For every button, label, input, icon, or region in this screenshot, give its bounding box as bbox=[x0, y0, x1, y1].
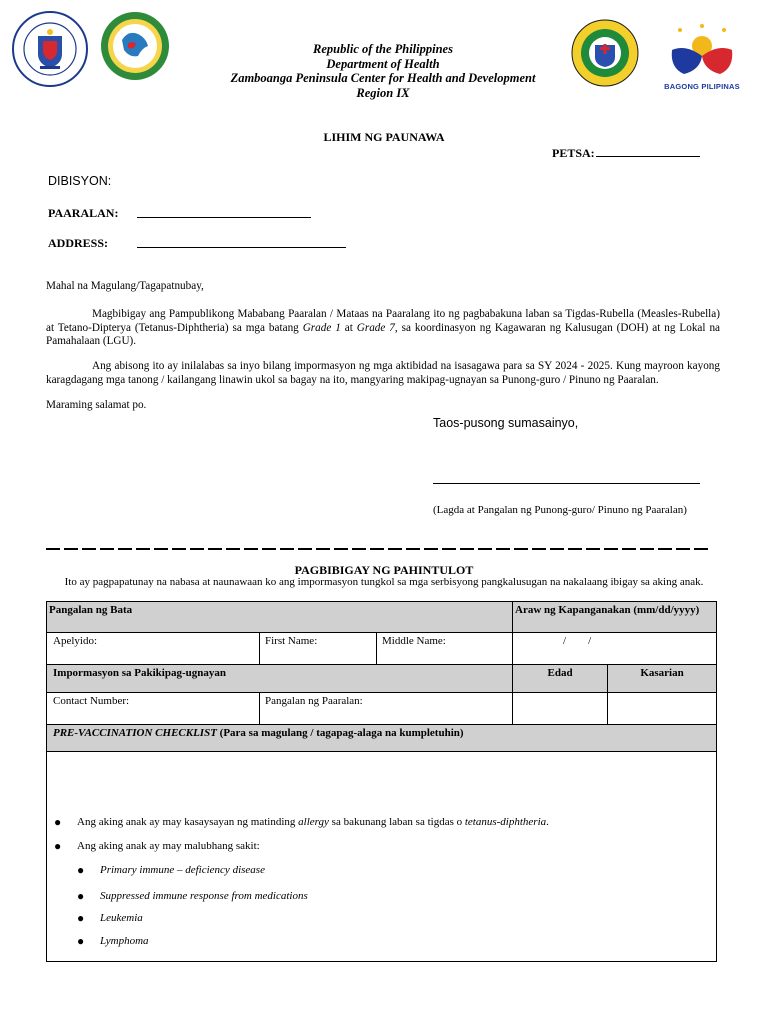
bullet-icon: ● bbox=[77, 934, 85, 948]
consent-title: PAGBIBIGAY NG PAHINTULOT bbox=[294, 563, 474, 577]
address-label: ADDRESS: bbox=[48, 236, 109, 250]
signature-caption: (Lagda at Pangalan ng Punong-guro/ Pinuno ng Paaralan) bbox=[433, 504, 687, 516]
header-line-4: Region IX bbox=[356, 85, 410, 100]
school-label: PAARALAN: bbox=[48, 206, 119, 220]
bullet-icon: ● bbox=[77, 889, 85, 903]
notice-title: LIHIM NG PAUNAWA bbox=[323, 130, 445, 144]
closing-line: Taos-pusong sumasainyo, bbox=[433, 416, 579, 430]
signature-line[interactable] bbox=[433, 483, 700, 484]
surname-cell[interactable]: Apelyido: bbox=[47, 633, 260, 665]
age-cell[interactable] bbox=[513, 693, 608, 725]
consent-form-table bbox=[46, 601, 717, 962]
first-name-cell[interactable]: First Name: bbox=[260, 633, 377, 665]
checklist-subitem[interactable]: ● Suppressed immune response from medications bbox=[77, 889, 308, 903]
checklist-header: PRE-VACCINATION CHECKLIST (Para sa magulang / tagapag-alaga na kumpletuhin) bbox=[47, 725, 717, 752]
date-label: PETSA: bbox=[552, 146, 595, 160]
paragraph-1: Magbibigay ang Pampublikong Mababang Paaralan / Mataas na Paaralang ito ng pagbabakuna laban sa Tigdas-Rubella (Measles-Rubella) at Tetano-Dipterya (Tetanus-Diphtheria) sa mga batang Grade 1 at Grade 7, sa koordinasyon ng Kagawaran ng Kalusugan (DOH) at ng Lokal na Pamahalaan (LGU). bbox=[46, 308, 720, 347]
header-line-1: Republic of the Philippines bbox=[313, 42, 453, 56]
thanks-line: Maraming salamat po. bbox=[46, 399, 147, 411]
bullet-icon: ● bbox=[54, 815, 62, 829]
sex-cell[interactable] bbox=[608, 693, 717, 725]
letterhead bbox=[200, 42, 566, 100]
address-field[interactable] bbox=[137, 247, 346, 248]
birthdate-cell[interactable]: / / bbox=[513, 633, 717, 665]
header-line-3: Zamboanga Peninsula Center for Health and Development bbox=[230, 71, 536, 85]
bullet-icon: ● bbox=[54, 839, 62, 853]
contact-info-header: Impormasyon sa Pakikipag-ugnayan bbox=[47, 665, 513, 693]
school-name-cell[interactable]: Pangalan ng Paaralan: bbox=[260, 693, 513, 725]
chd-seal-logo bbox=[98, 10, 172, 82]
bullet-icon: ● bbox=[77, 911, 85, 925]
division-label: DIBISYON: bbox=[48, 174, 112, 188]
bagong-pilipinas-text: BAGONG PILIPINAS bbox=[664, 82, 740, 91]
cut-line bbox=[46, 548, 710, 550]
consent-statement: Ito ay pagpapatunay na nabasa at naunawaan ko ang impormasyon tungkol sa mga serbisyong pangkalusugan na nakalaang ibigay sa aking anak. bbox=[64, 576, 704, 588]
salutation: Mahal na Magulang/Tagapatnubay, bbox=[46, 280, 204, 292]
bagong-pilipinas-logo bbox=[660, 20, 744, 96]
deped-seal-logo bbox=[10, 10, 90, 88]
header-line-2: Department of Health bbox=[326, 56, 440, 71]
doh-seal-logo bbox=[566, 18, 644, 88]
checklist-item-allergy[interactable]: ● Ang aking anak ay may kasaysayan ng matinding allergy sa bakunang laban sa tigdas o tetanus-diphtheria. bbox=[54, 815, 549, 829]
checklist-item-illness[interactable]: ● Ang aking anak ay may malubhang sakit: bbox=[54, 839, 260, 853]
contact-number-cell[interactable]: Contact Number: bbox=[47, 693, 260, 725]
bullet-icon: ● bbox=[77, 863, 85, 877]
middle-name-cell[interactable]: Middle Name: bbox=[377, 633, 513, 665]
age-header: Edad bbox=[513, 665, 608, 693]
school-field[interactable] bbox=[137, 217, 311, 218]
checklist-body bbox=[47, 752, 717, 962]
checklist-subitem[interactable]: ● Leukemia bbox=[77, 911, 143, 925]
checklist-subitem[interactable]: ● Primary immune – deficiency disease bbox=[77, 863, 265, 877]
paragraph-2: Ang abisong ito ay inilalabas sa inyo bilang impormasyon ng mga aktibidad na isasagawa para sa SY 2024 - 2025. Kung mayroon kayong karagdagang mga tanong / kailangang linawin ukol sa bagay na ito, mangyaring makipag-ugnayan sa Punong-guro / Pinuno ng Paaralan. bbox=[46, 360, 720, 386]
birthdate-header: Araw ng Kapanganakan (mm/dd/yyyy) bbox=[513, 602, 717, 633]
sex-header: Kasarian bbox=[608, 665, 717, 693]
child-name-header: Pangalan ng Bata bbox=[47, 602, 513, 633]
date-field[interactable] bbox=[596, 156, 700, 157]
checklist-subitem[interactable]: ● Lymphoma bbox=[77, 934, 149, 948]
